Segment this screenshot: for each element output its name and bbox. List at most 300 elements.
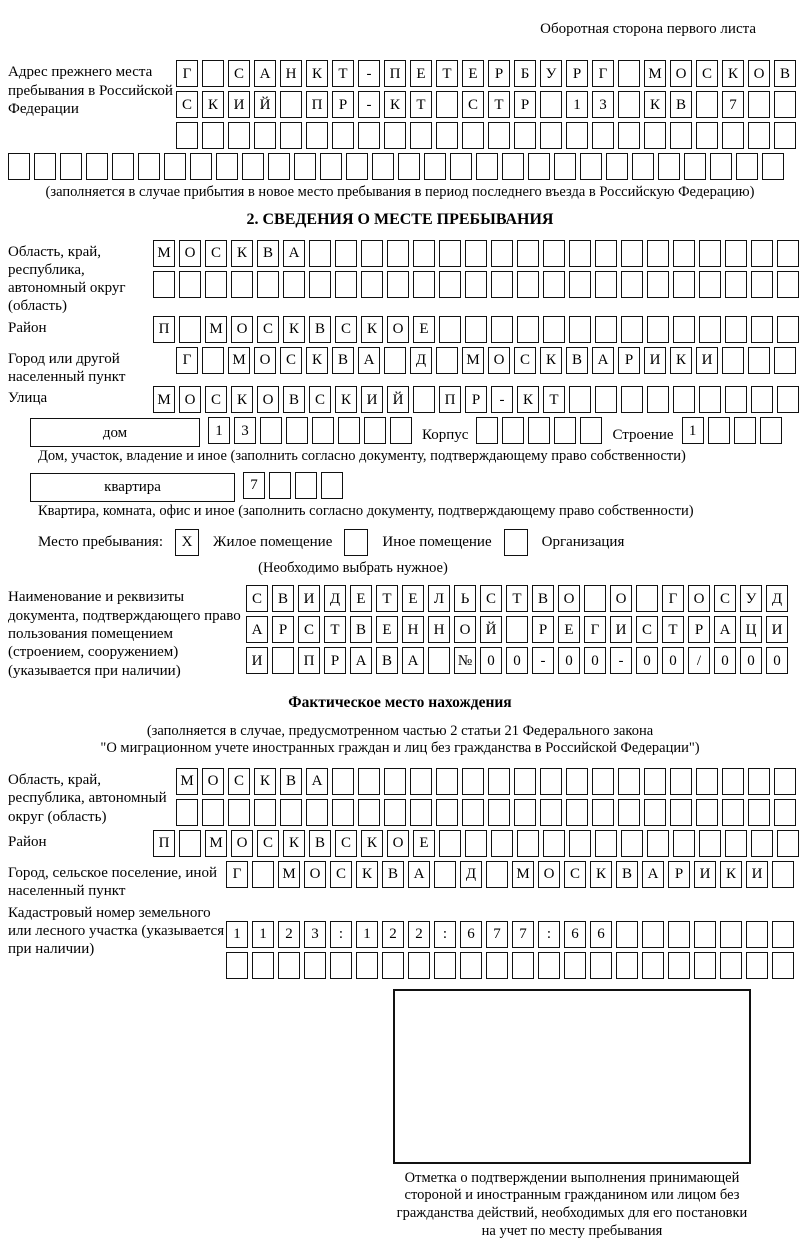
char-box[interactable]: 7 [722, 91, 744, 118]
char-box[interactable] [569, 271, 591, 298]
char-box[interactable] [320, 153, 342, 180]
char-box[interactable] [390, 417, 412, 444]
char-box[interactable]: 2 [382, 921, 404, 948]
char-box[interactable] [372, 153, 394, 180]
char-box[interactable] [486, 952, 508, 979]
char-box[interactable] [647, 316, 669, 343]
char-box[interactable] [242, 153, 264, 180]
char-box[interactable]: В [376, 647, 398, 674]
char-box[interactable]: : [330, 921, 352, 948]
char-box[interactable] [286, 417, 308, 444]
char-box[interactable] [751, 271, 773, 298]
char-box[interactable]: Т [436, 60, 458, 87]
char-box[interactable]: И [746, 861, 768, 888]
char-box[interactable] [720, 952, 742, 979]
char-box[interactable] [436, 122, 458, 149]
char-box[interactable] [491, 316, 513, 343]
char-box[interactable]: П [153, 830, 175, 857]
char-box[interactable] [436, 91, 458, 118]
char-box[interactable]: Р [514, 91, 536, 118]
char-box[interactable]: Е [462, 60, 484, 87]
char-box[interactable] [647, 271, 669, 298]
char-box[interactable]: А [642, 861, 664, 888]
char-box[interactable] [734, 417, 756, 444]
char-box[interactable] [309, 271, 331, 298]
char-box[interactable] [673, 386, 695, 413]
char-box[interactable]: С [330, 861, 352, 888]
char-box[interactable] [543, 316, 565, 343]
char-box[interactable]: 0 [766, 647, 788, 674]
char-box[interactable]: С [246, 585, 268, 612]
char-box[interactable] [202, 122, 224, 149]
char-box[interactable] [748, 91, 770, 118]
char-box[interactable]: С [228, 60, 250, 87]
char-box[interactable]: В [283, 386, 305, 413]
char-box[interactable] [450, 153, 472, 180]
char-box[interactable] [751, 240, 773, 267]
char-box[interactable]: У [740, 585, 762, 612]
char-box[interactable] [280, 91, 302, 118]
char-box[interactable]: К [356, 861, 378, 888]
char-box[interactable] [636, 585, 658, 612]
char-box[interactable]: Б [514, 60, 536, 87]
char-box[interactable] [312, 417, 334, 444]
char-box[interactable] [772, 952, 794, 979]
char-box[interactable]: Т [506, 585, 528, 612]
char-box[interactable] [138, 153, 160, 180]
char-box[interactable] [774, 799, 796, 826]
char-box[interactable] [748, 122, 770, 149]
char-box[interactable]: С [257, 830, 279, 857]
char-box[interactable]: А [306, 768, 328, 795]
char-box[interactable]: - [491, 386, 513, 413]
char-box[interactable] [228, 122, 250, 149]
char-box[interactable]: Т [332, 60, 354, 87]
char-box[interactable]: 1 [252, 921, 274, 948]
char-box[interactable] [488, 768, 510, 795]
char-box[interactable] [202, 60, 224, 87]
char-box[interactable]: Д [460, 861, 482, 888]
char-box[interactable] [476, 153, 498, 180]
char-box[interactable] [332, 768, 354, 795]
char-box[interactable] [358, 122, 380, 149]
char-box[interactable]: К [590, 861, 612, 888]
char-box[interactable] [642, 921, 664, 948]
char-box[interactable]: О [231, 316, 253, 343]
char-box[interactable] [205, 271, 227, 298]
char-box[interactable] [777, 316, 799, 343]
char-box[interactable]: 0 [714, 647, 736, 674]
char-box[interactable] [202, 799, 224, 826]
char-box[interactable]: Е [410, 60, 432, 87]
char-box[interactable] [722, 347, 744, 374]
char-box[interactable] [398, 153, 420, 180]
char-box[interactable] [658, 153, 680, 180]
char-box[interactable] [595, 316, 617, 343]
char-box[interactable] [514, 768, 536, 795]
char-box[interactable] [176, 122, 198, 149]
char-box[interactable]: А [402, 647, 424, 674]
char-box[interactable]: А [283, 240, 305, 267]
char-box[interactable] [528, 417, 550, 444]
char-box[interactable]: С [480, 585, 502, 612]
char-box[interactable] [488, 122, 510, 149]
char-box[interactable]: К [231, 386, 253, 413]
char-box[interactable] [436, 799, 458, 826]
char-box[interactable]: Г [592, 60, 614, 87]
char-box[interactable] [361, 240, 383, 267]
char-box[interactable] [725, 271, 747, 298]
char-box[interactable]: 1 [226, 921, 248, 948]
char-box[interactable]: Е [413, 316, 435, 343]
char-box[interactable] [488, 799, 510, 826]
char-box[interactable]: В [670, 91, 692, 118]
char-box[interactable] [272, 647, 294, 674]
char-box[interactable]: В [309, 830, 331, 857]
char-box[interactable]: Л [428, 585, 450, 612]
char-box[interactable]: И [228, 91, 250, 118]
char-box[interactable]: М [512, 861, 534, 888]
char-box[interactable]: : [434, 921, 456, 948]
char-box[interactable]: М [644, 60, 666, 87]
char-box[interactable] [465, 240, 487, 267]
char-box[interactable]: А [592, 347, 614, 374]
char-box[interactable] [632, 153, 654, 180]
char-box[interactable]: 0 [740, 647, 762, 674]
char-box[interactable]: К [384, 91, 406, 118]
char-box[interactable]: И [361, 386, 383, 413]
char-box[interactable] [621, 316, 643, 343]
char-box[interactable] [699, 240, 721, 267]
char-box[interactable]: М [153, 240, 175, 267]
char-box[interactable]: К [231, 240, 253, 267]
char-box[interactable] [708, 417, 730, 444]
char-box[interactable] [540, 122, 562, 149]
char-box[interactable]: С [514, 347, 536, 374]
char-box[interactable]: 2 [278, 921, 300, 948]
char-box[interactable]: О [558, 585, 580, 612]
char-box[interactable]: К [202, 91, 224, 118]
char-box[interactable] [410, 799, 432, 826]
char-box[interactable]: С [696, 60, 718, 87]
char-box[interactable] [335, 271, 357, 298]
char-box[interactable] [592, 122, 614, 149]
char-box[interactable]: 7 [512, 921, 534, 948]
char-box[interactable]: Ц [740, 616, 762, 643]
char-box[interactable] [618, 122, 640, 149]
char-box[interactable]: Е [413, 830, 435, 857]
char-box[interactable] [696, 768, 718, 795]
char-box[interactable]: О [257, 386, 279, 413]
char-box[interactable]: О [304, 861, 326, 888]
char-box[interactable]: О [670, 60, 692, 87]
char-box[interactable] [269, 472, 291, 499]
char-box[interactable] [772, 921, 794, 948]
char-box[interactable] [673, 271, 695, 298]
char-box[interactable] [618, 768, 640, 795]
char-box[interactable]: Р [488, 60, 510, 87]
char-box[interactable] [566, 799, 588, 826]
char-box[interactable] [592, 799, 614, 826]
char-box[interactable] [564, 952, 586, 979]
char-box[interactable] [408, 952, 430, 979]
char-box[interactable] [569, 316, 591, 343]
char-box[interactable]: С [280, 347, 302, 374]
char-box[interactable] [514, 799, 536, 826]
char-box[interactable] [428, 647, 450, 674]
char-box[interactable]: 0 [584, 647, 606, 674]
char-box[interactable]: О [179, 240, 201, 267]
char-box[interactable] [179, 830, 201, 857]
char-box[interactable] [748, 799, 770, 826]
char-box[interactable] [295, 472, 317, 499]
char-box[interactable]: В [774, 60, 796, 87]
char-box[interactable] [543, 830, 565, 857]
char-box[interactable] [384, 122, 406, 149]
char-box[interactable] [465, 316, 487, 343]
char-box[interactable]: А [246, 616, 268, 643]
char-box[interactable]: С [335, 316, 357, 343]
char-box[interactable] [618, 91, 640, 118]
char-box[interactable] [595, 240, 617, 267]
char-box[interactable] [621, 830, 643, 857]
char-box[interactable] [356, 952, 378, 979]
char-box[interactable]: И [610, 616, 632, 643]
char-box[interactable]: И [694, 861, 716, 888]
char-box[interactable]: В [309, 316, 331, 343]
char-box[interactable] [748, 768, 770, 795]
char-box[interactable] [257, 271, 279, 298]
char-box[interactable] [699, 316, 721, 343]
char-box[interactable] [746, 921, 768, 948]
char-box[interactable] [86, 153, 108, 180]
char-box[interactable] [540, 91, 562, 118]
char-box[interactable] [413, 240, 435, 267]
char-box[interactable]: С [564, 861, 586, 888]
char-box[interactable] [439, 271, 461, 298]
char-box[interactable] [644, 799, 666, 826]
char-box[interactable] [736, 153, 758, 180]
char-box[interactable]: 3 [234, 417, 256, 444]
char-box[interactable] [434, 861, 456, 888]
char-box[interactable] [642, 952, 664, 979]
char-box[interactable]: Т [376, 585, 398, 612]
zhiloe-checkbox[interactable]: X [175, 529, 199, 556]
char-box[interactable]: 6 [590, 921, 612, 948]
char-box[interactable]: С [228, 768, 250, 795]
char-box[interactable]: 0 [480, 647, 502, 674]
char-box[interactable]: А [254, 60, 276, 87]
char-box[interactable]: 1 [208, 417, 230, 444]
char-box[interactable] [592, 768, 614, 795]
char-box[interactable] [774, 347, 796, 374]
char-box[interactable] [760, 417, 782, 444]
char-box[interactable] [8, 153, 30, 180]
char-box[interactable] [278, 952, 300, 979]
char-box[interactable] [231, 271, 253, 298]
char-box[interactable] [364, 417, 386, 444]
char-box[interactable] [673, 316, 695, 343]
char-box[interactable]: Т [543, 386, 565, 413]
char-box[interactable]: Р [618, 347, 640, 374]
char-box[interactable]: Д [766, 585, 788, 612]
char-box[interactable] [621, 240, 643, 267]
char-box[interactable] [647, 386, 669, 413]
char-box[interactable] [673, 830, 695, 857]
char-box[interactable] [283, 271, 305, 298]
char-box[interactable] [358, 768, 380, 795]
char-box[interactable]: Е [376, 616, 398, 643]
char-box[interactable]: 0 [662, 647, 684, 674]
char-box[interactable]: Н [402, 616, 424, 643]
char-box[interactable] [616, 952, 638, 979]
char-box[interactable]: О [454, 616, 476, 643]
char-box[interactable] [384, 768, 406, 795]
char-box[interactable] [294, 153, 316, 180]
char-box[interactable] [696, 799, 718, 826]
char-box[interactable] [226, 952, 248, 979]
char-box[interactable]: Т [662, 616, 684, 643]
char-box[interactable] [647, 830, 669, 857]
char-box[interactable] [684, 153, 706, 180]
char-box[interactable] [618, 60, 640, 87]
char-box[interactable]: И [766, 616, 788, 643]
char-box[interactable]: Е [558, 616, 580, 643]
char-box[interactable]: М [278, 861, 300, 888]
char-box[interactable] [566, 122, 588, 149]
char-box[interactable] [647, 240, 669, 267]
char-box[interactable]: Н [428, 616, 450, 643]
char-box[interactable]: С [309, 386, 331, 413]
char-box[interactable] [460, 952, 482, 979]
char-box[interactable] [332, 799, 354, 826]
char-box[interactable] [502, 417, 524, 444]
char-box[interactable] [540, 768, 562, 795]
char-box[interactable]: С [298, 616, 320, 643]
char-box[interactable]: И [644, 347, 666, 374]
char-box[interactable] [751, 830, 773, 857]
char-box[interactable]: О [387, 316, 409, 343]
char-box[interactable]: К [283, 316, 305, 343]
char-box[interactable] [777, 240, 799, 267]
char-box[interactable] [673, 240, 695, 267]
char-box[interactable]: Й [480, 616, 502, 643]
char-box[interactable] [465, 830, 487, 857]
char-box[interactable]: М [228, 347, 250, 374]
char-box[interactable] [777, 386, 799, 413]
char-box[interactable]: 0 [558, 647, 580, 674]
char-box[interactable] [268, 153, 290, 180]
char-box[interactable] [462, 799, 484, 826]
char-box[interactable]: Г [176, 60, 198, 87]
char-box[interactable]: / [688, 647, 710, 674]
char-box[interactable] [384, 347, 406, 374]
char-box[interactable] [424, 153, 446, 180]
char-box[interactable]: С [636, 616, 658, 643]
char-box[interactable] [410, 122, 432, 149]
char-box[interactable]: А [350, 647, 372, 674]
char-box[interactable] [439, 240, 461, 267]
char-box[interactable]: Й [254, 91, 276, 118]
char-box[interactable] [179, 271, 201, 298]
char-box[interactable] [306, 122, 328, 149]
char-box[interactable]: В [272, 585, 294, 612]
char-box[interactable] [774, 122, 796, 149]
char-box[interactable]: Р [688, 616, 710, 643]
char-box[interactable] [696, 122, 718, 149]
char-box[interactable]: М [205, 316, 227, 343]
char-box[interactable]: 1 [566, 91, 588, 118]
char-box[interactable]: С [335, 830, 357, 857]
char-box[interactable] [330, 952, 352, 979]
char-box[interactable] [517, 240, 539, 267]
char-box[interactable]: В [616, 861, 638, 888]
char-box[interactable]: С [205, 386, 227, 413]
char-box[interactable] [774, 91, 796, 118]
char-box[interactable]: К [254, 768, 276, 795]
char-box[interactable] [332, 122, 354, 149]
char-box[interactable]: 7 [243, 472, 265, 499]
char-box[interactable]: О [202, 768, 224, 795]
char-box[interactable]: В [332, 347, 354, 374]
inoe-checkbox[interactable] [344, 529, 368, 556]
char-box[interactable] [252, 861, 274, 888]
char-box[interactable]: К [361, 316, 383, 343]
char-box[interactable] [725, 316, 747, 343]
char-box[interactable] [502, 153, 524, 180]
char-box[interactable] [569, 240, 591, 267]
char-box[interactable] [584, 585, 606, 612]
char-box[interactable]: О [538, 861, 560, 888]
char-box[interactable]: О [387, 830, 409, 857]
char-box[interactable] [410, 768, 432, 795]
char-box[interactable]: Р [332, 91, 354, 118]
char-box[interactable] [512, 952, 534, 979]
char-box[interactable] [569, 386, 591, 413]
char-box[interactable]: Г [662, 585, 684, 612]
char-box[interactable] [506, 616, 528, 643]
char-box[interactable]: К [283, 830, 305, 857]
organizatsiya-checkbox[interactable] [504, 529, 528, 556]
char-box[interactable] [254, 799, 276, 826]
char-box[interactable]: 1 [356, 921, 378, 948]
char-box[interactable] [413, 271, 435, 298]
char-box[interactable] [748, 347, 770, 374]
char-box[interactable]: В [566, 347, 588, 374]
char-box[interactable] [616, 921, 638, 948]
char-box[interactable]: М [462, 347, 484, 374]
char-box[interactable] [595, 830, 617, 857]
char-box[interactable]: С [257, 316, 279, 343]
char-box[interactable] [722, 799, 744, 826]
char-box[interactable]: П [439, 386, 461, 413]
char-box[interactable]: В [257, 240, 279, 267]
char-box[interactable]: К [720, 861, 742, 888]
char-box[interactable] [309, 240, 331, 267]
char-box[interactable]: К [335, 386, 357, 413]
char-box[interactable]: О [179, 386, 201, 413]
char-box[interactable]: 7 [486, 921, 508, 948]
char-box[interactable]: А [358, 347, 380, 374]
char-box[interactable]: А [408, 861, 430, 888]
char-box[interactable] [382, 952, 404, 979]
char-box[interactable] [462, 768, 484, 795]
char-box[interactable] [762, 153, 784, 180]
char-box[interactable] [491, 240, 513, 267]
char-box[interactable] [554, 153, 576, 180]
char-box[interactable] [670, 768, 692, 795]
char-box[interactable] [566, 768, 588, 795]
